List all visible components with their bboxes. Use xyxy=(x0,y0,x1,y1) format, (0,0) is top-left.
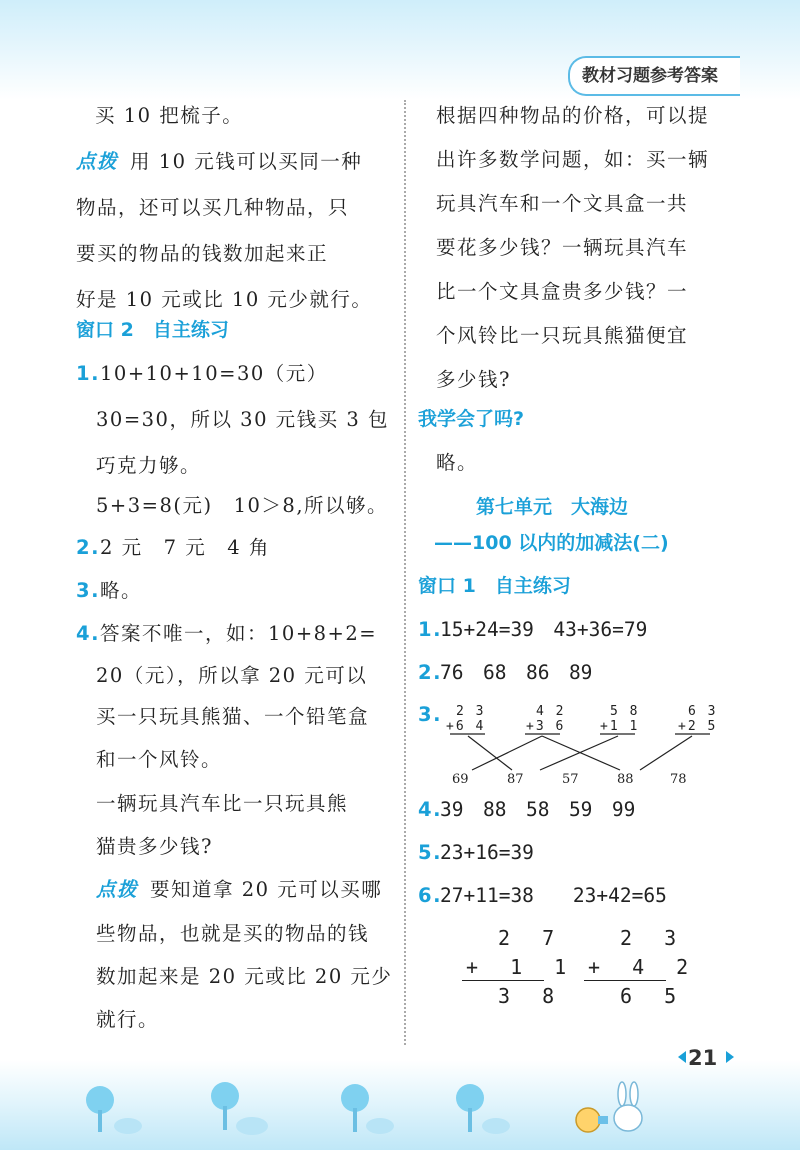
text-line: 76 68 86 89 xyxy=(440,661,593,684)
question-number: 2. xyxy=(76,536,100,559)
bottom-band xyxy=(0,1060,800,1150)
text-line: 比一个文具盒贵多少钱？一 xyxy=(436,280,689,303)
text-line: 2 元 7 元 4 角 xyxy=(100,536,270,559)
arrow-right-icon xyxy=(726,1051,734,1063)
problem-top: 6 3 xyxy=(688,704,718,719)
text-line: 5+3=8(元) 10＞8,所以够。 xyxy=(96,494,389,517)
text-line: 数加起来是 20 元或比 20 元少 xyxy=(96,965,393,988)
text-line: 个风铃比一只玩具熊猫便宜 xyxy=(436,324,689,347)
text-line: 10+10+10=30（元） xyxy=(100,362,328,385)
tree-icon xyxy=(86,1086,114,1114)
text-line: 要买的物品的钱数加起来正 xyxy=(76,242,329,265)
question-number: 6. xyxy=(418,884,442,907)
problem-bottom: +3 6 xyxy=(526,719,566,734)
sum: 3 8 xyxy=(498,984,565,1008)
problem-top: 4 2 xyxy=(536,704,566,719)
question-number: 4. xyxy=(418,798,442,821)
text-line: 巧克力够。 xyxy=(96,454,202,477)
unit-title: 第七单元 大海边 xyxy=(476,496,629,518)
addend-bottom: + 1 1 xyxy=(466,955,577,979)
text-line: 和一个风铃。 xyxy=(96,748,223,771)
text-line: 多少钱? xyxy=(436,368,511,391)
text-line: 答案不唯一，如：10+8+2= xyxy=(100,622,378,645)
arrow-left-icon xyxy=(678,1051,686,1063)
tree-icon xyxy=(211,1082,239,1110)
section-heading: 我学会了吗? xyxy=(418,408,525,430)
problem-bottom: +2 5 xyxy=(678,719,718,734)
answer-label: 88 xyxy=(617,772,634,787)
question-number: 2. xyxy=(418,661,442,684)
text-line: 好是 10 元或比 10 元少就行。 xyxy=(76,288,373,311)
question-number: 1. xyxy=(76,362,100,385)
question-number: 3. xyxy=(418,703,442,726)
matching-lines xyxy=(430,732,730,777)
sum-line xyxy=(584,980,666,981)
text-line: 买 10 把梳子。 xyxy=(95,104,244,127)
question-number: 1. xyxy=(418,618,442,641)
text-line: 玩具汽车和一个文具盒一共 xyxy=(436,192,689,215)
tip-label: 点拨 xyxy=(76,150,119,173)
text-line: 猫贵多少钱? xyxy=(96,835,213,858)
text-line: 27+11=38 23+42=65 xyxy=(440,884,667,907)
addend-bottom: + 4 2 xyxy=(588,955,699,979)
sum-line xyxy=(462,980,544,981)
addend-top: 2 7 xyxy=(498,926,565,950)
section-heading: 窗口 2 自主练习 xyxy=(76,319,229,341)
text-line: 出许多数学问题，如：买一辆 xyxy=(436,148,710,171)
text-line: 买一只玩具熊猫、一个铅笔盒 xyxy=(96,705,370,728)
text-line: 一辆玩具汽车比一只玩具熊 xyxy=(96,792,349,815)
section-heading: 窗口 1 自主练习 xyxy=(418,575,571,597)
problem-bottom: +1 1 xyxy=(600,719,640,734)
text-line: 要花多少钱？一辆玩具汽车 xyxy=(436,236,689,259)
addend-top: 2 3 xyxy=(620,926,687,950)
text-line: 20（元），所以拿 20 元可以 xyxy=(96,664,368,687)
text-line: 些物品，也就是买的物品的钱 xyxy=(96,922,370,945)
text-line: 根据四种物品的价格，可以提 xyxy=(436,104,710,127)
text-line: 略。 xyxy=(100,579,143,602)
text-line: 30=30，所以 30 元钱买 3 包 xyxy=(96,408,389,431)
text-line: 15+24=39 43+36=79 xyxy=(440,618,648,641)
answer-label: 69 xyxy=(452,772,469,787)
answer-label: 57 xyxy=(562,772,579,787)
tree-icon xyxy=(456,1084,484,1112)
question-number: 4. xyxy=(76,622,100,645)
tree-icon xyxy=(341,1084,369,1112)
text-line: 物品，还可以买几种物品，只 xyxy=(76,196,350,219)
bear-icon xyxy=(576,1108,608,1132)
tip-label: 点拨 xyxy=(96,878,139,901)
decoration-trees xyxy=(0,1060,800,1150)
text-line: 略。 xyxy=(436,451,479,474)
problem-top: 5 8 xyxy=(610,704,640,719)
sum: 6 5 xyxy=(620,984,687,1008)
problem-top: 2 3 xyxy=(456,704,486,719)
text-line: 23+16=39 xyxy=(440,841,534,864)
unit-subtitle: ——100 以内的加减法(二) xyxy=(434,532,669,554)
header-title: 教材习题参考答案 xyxy=(582,66,718,86)
column-divider xyxy=(404,100,406,1045)
answer-label: 87 xyxy=(507,772,524,787)
rabbit-icon xyxy=(614,1082,642,1131)
text-line: 39 88 58 59 99 xyxy=(440,798,636,821)
answer-label: 78 xyxy=(670,772,687,787)
text-line: 就行。 xyxy=(96,1008,160,1031)
problem-bottom: +6 4 xyxy=(446,719,486,734)
question-number: 5. xyxy=(418,841,442,864)
text-line: 要知道拿 20 元可以买哪 xyxy=(150,878,383,901)
question-number: 3. xyxy=(76,579,100,602)
text-line: 用 10 元钱可以买同一种 xyxy=(130,150,363,173)
page-number: 21 xyxy=(688,1046,718,1070)
